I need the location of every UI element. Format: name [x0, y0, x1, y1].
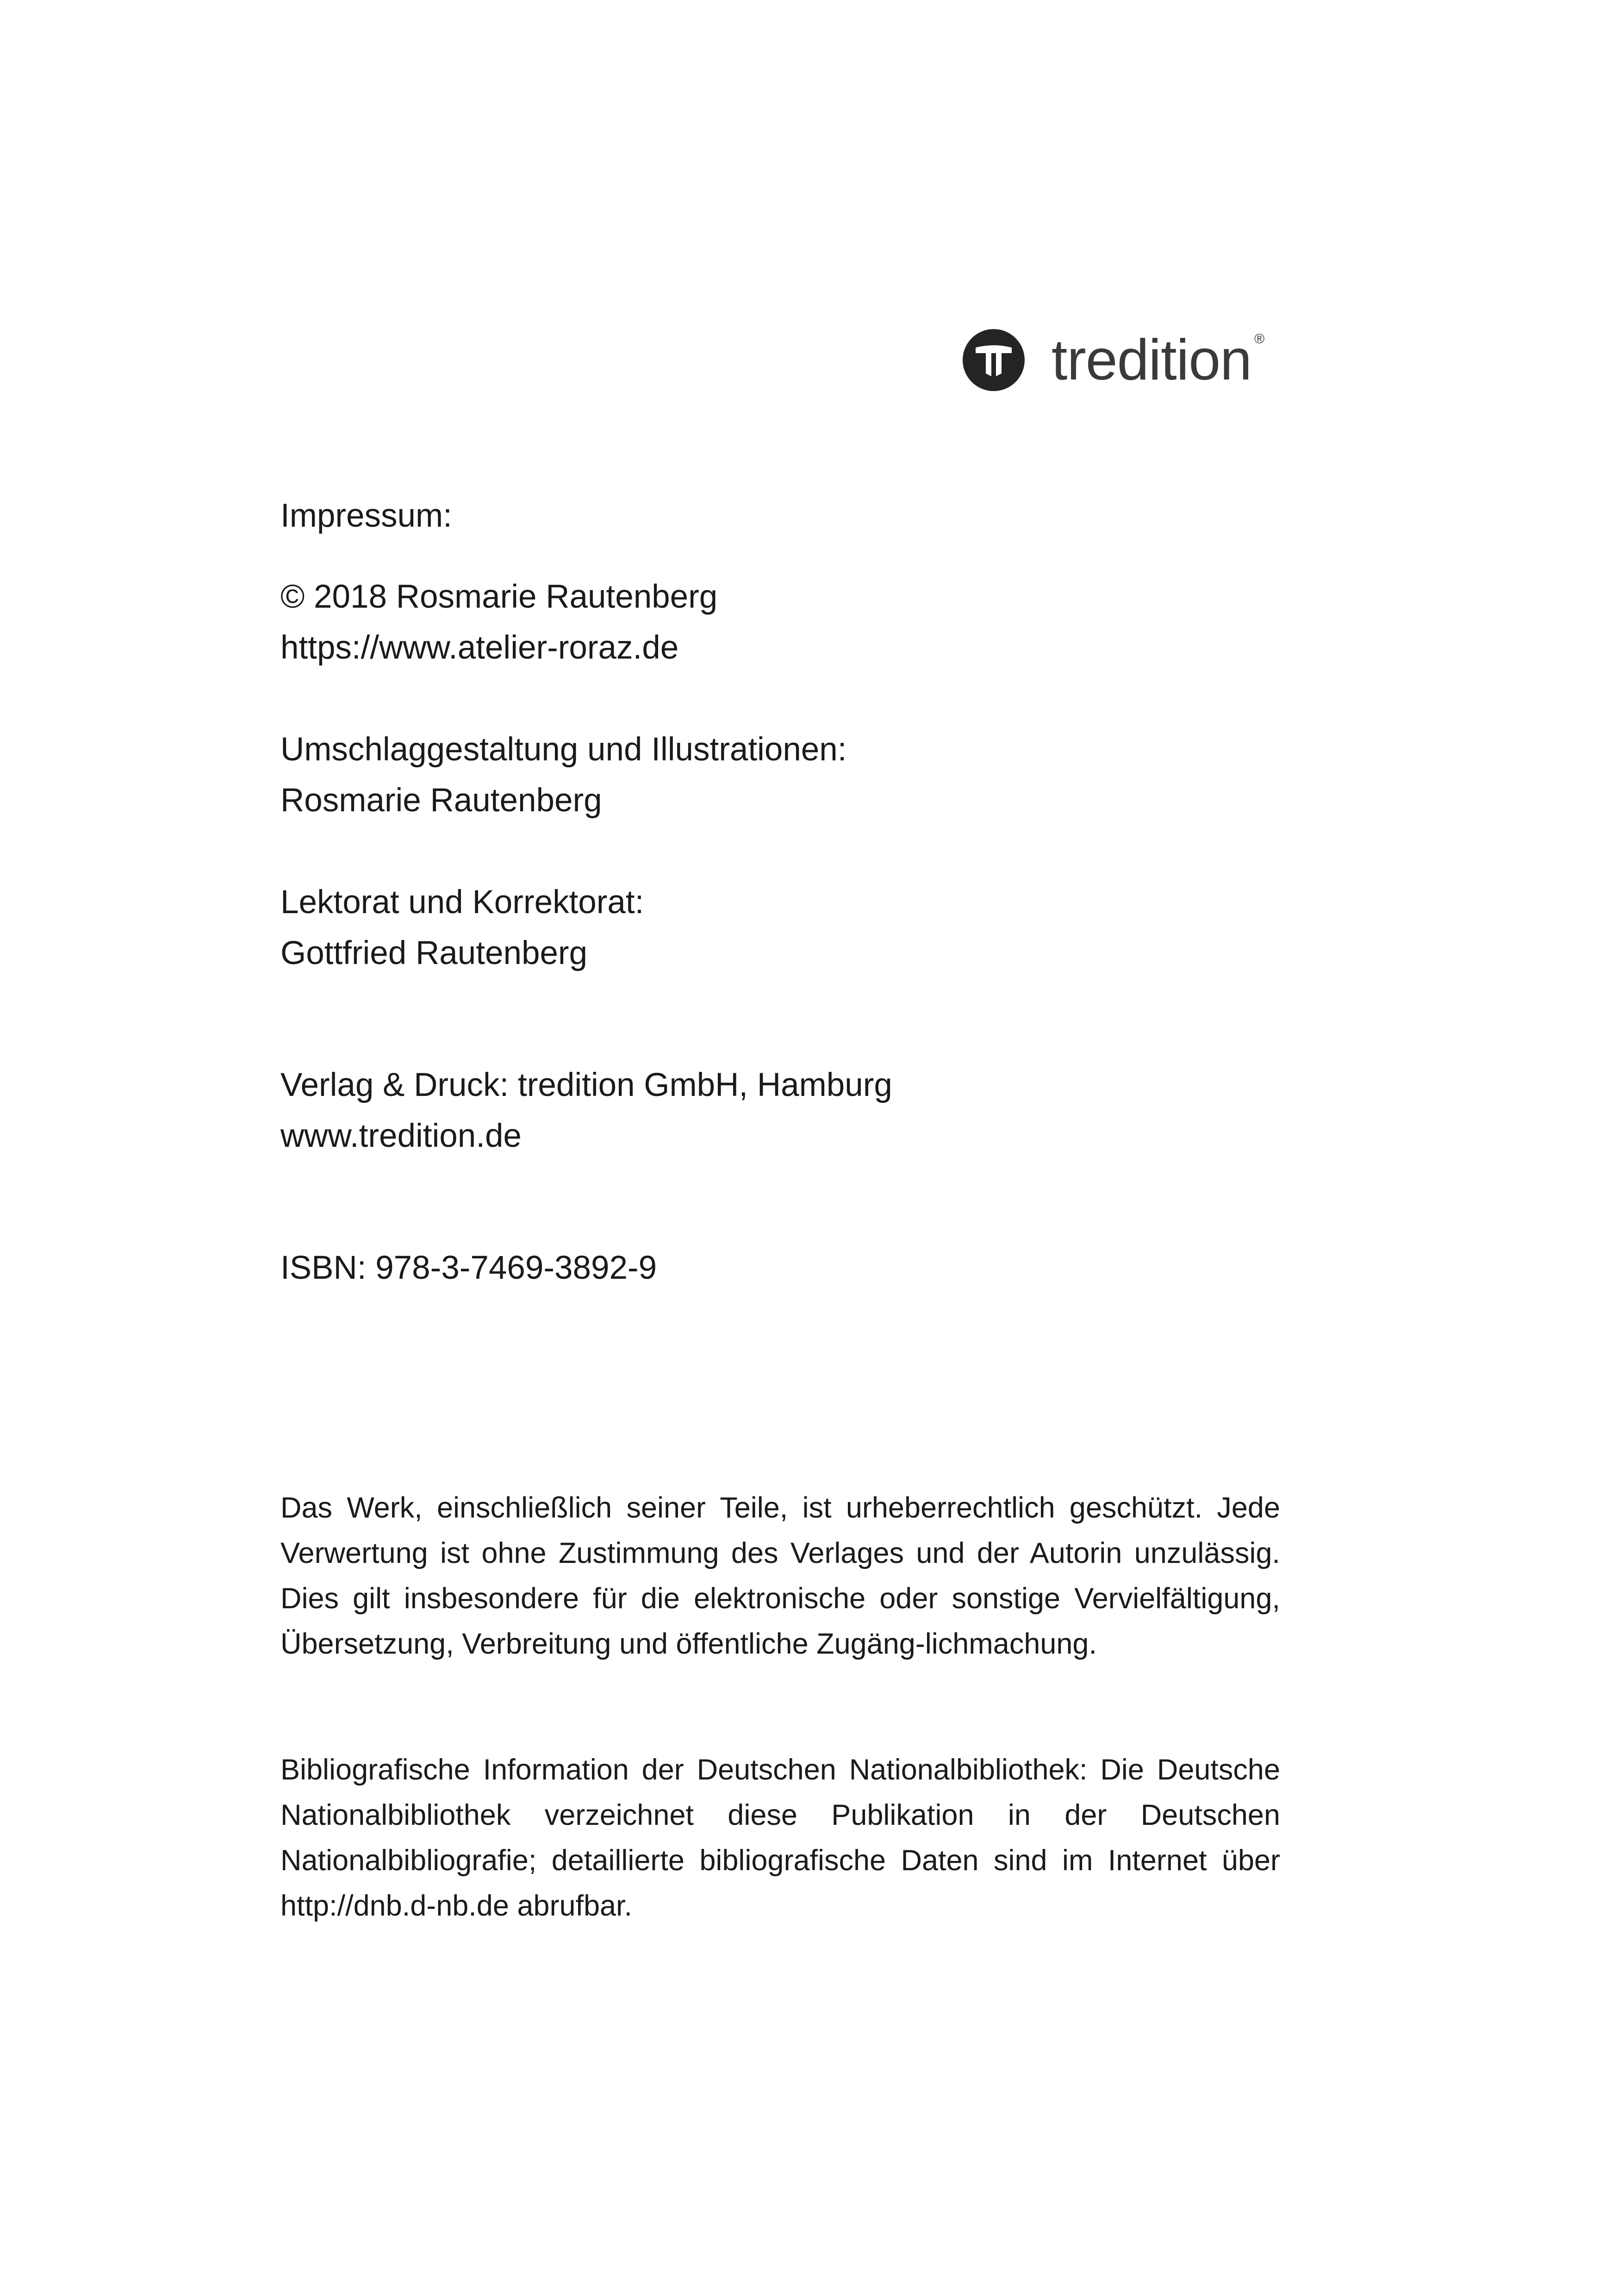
- copyright-notice: Das Werk, einschließlich seiner Teile, ist urheberrechtlich geschützt. Jede Verwertung ist ohne Zustimmung des Verlages und der Autorin unzulässig. Dies gilt insbesondere für die elektronische oder sonstige Vervielfältigung, Übersetzung, Verbreitung und öffentliche Zugäng-lichmachung.: [280, 1492, 1280, 1660]
- editing-label: Lektorat und Korrektorat:: [280, 884, 644, 921]
- editing-name: Gottfried Rautenberg: [280, 935, 588, 971]
- imprint-block: [280, 491, 1280, 1294]
- author-website: https://www.atelier-roraz.de: [280, 629, 679, 666]
- dnb-notice: Bibliografische Information der Deutschen Nationalbibliothek: Die Deutsche Nationalbibliothek verzeichnet diese Publikation in der Deutschen Nationalbibliografie; detaillierte bibliografische Daten sind im Internet über http://dnb.d-nb.de abrufbar.: [280, 1754, 1280, 1922]
- logo-wordmark: tredition: [1052, 328, 1252, 392]
- imprint-heading: Impressum:: [280, 498, 452, 534]
- tredition-logo-icon: [963, 329, 1025, 391]
- cover-design-label: Umschlaggestaltung und Illustrationen:: [280, 731, 847, 768]
- copyright-line: © 2018 Rosmarie Rautenberg: [280, 579, 718, 615]
- publisher-logo: [963, 318, 1264, 402]
- publisher-website: www.tredition.de: [280, 1118, 522, 1154]
- registered-mark: ®: [1254, 331, 1265, 347]
- isbn-line: ISBN: 978-3-7469-3892-9: [280, 1250, 657, 1286]
- cover-design-name: Rosmarie Rautenberg: [280, 782, 602, 819]
- publisher-line: Verlag & Druck: tredition GmbH, Hamburg: [280, 1067, 892, 1103]
